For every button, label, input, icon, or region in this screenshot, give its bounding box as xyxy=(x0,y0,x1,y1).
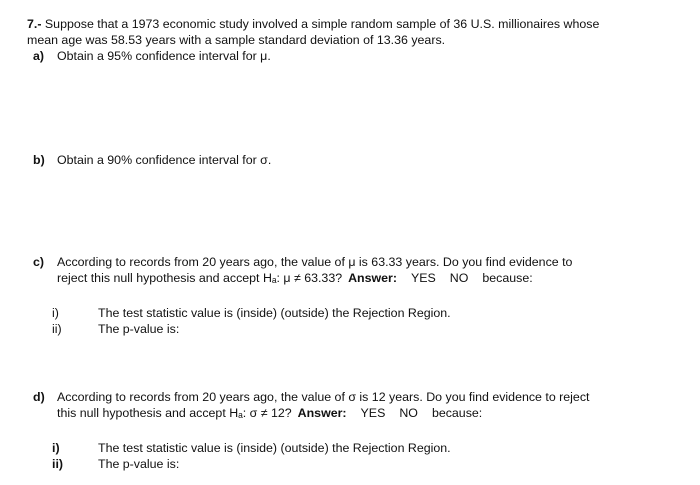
part-c-line-1 xyxy=(33,254,673,270)
part-c-yes-option: YES xyxy=(411,271,436,285)
part-d-line-2 xyxy=(33,405,673,421)
part-c-item-i-text: The test statistic value is (inside) (outside) the Rejection Region. xyxy=(98,306,451,320)
part-d-item-ii xyxy=(52,456,652,472)
part-c-item-i xyxy=(52,305,652,321)
part-a-text: Obtain a 95% confidence interval for μ. xyxy=(57,49,271,63)
part-c-no-option: NO xyxy=(449,271,469,285)
part-c-text-2: reject this null hypothesis and accept Hₐ: μ ≠ 63.33? xyxy=(57,271,343,285)
part-d-item-i-label: i) xyxy=(52,441,60,455)
part-a-label: a) xyxy=(33,49,45,63)
part-d-item-ii-label: ii) xyxy=(52,457,64,471)
problem-number: 7.- xyxy=(27,17,42,31)
part-d-item-ii-text: The p-value is: xyxy=(98,457,180,471)
intro-line-1 xyxy=(27,16,677,32)
part-c-item-i-label: i) xyxy=(52,306,59,320)
part-c-line-2 xyxy=(33,270,673,286)
part-b-label: b) xyxy=(33,153,45,167)
part-d-subitems xyxy=(52,440,652,472)
part-d-text-1: According to records from 20 years ago, the value of σ is 12 years. Do you find evidence to reject xyxy=(57,390,590,404)
intro-text-2: mean age was 58.53 years with a sample standard deviation of 13.36 years. xyxy=(27,33,446,47)
part-b-text: Obtain a 90% confidence interval for σ. xyxy=(57,153,272,167)
part-c-answer-label: Answer: xyxy=(348,271,397,285)
part-a xyxy=(33,48,673,64)
part-c xyxy=(33,254,673,286)
part-c-item-ii-label: ii) xyxy=(52,322,62,336)
part-d-item-i xyxy=(52,440,652,456)
part-d xyxy=(33,389,673,421)
part-c-because: because: xyxy=(482,271,533,285)
part-d-because: because: xyxy=(431,406,483,420)
part-c-text-1: According to records from 20 years ago, the value of μ is 63.33 years. Do you find evidence to xyxy=(57,255,573,269)
part-d-line-1 xyxy=(33,389,673,405)
part-d-item-i-text: The test statistic value is (inside) (outside) the Rejection Region. xyxy=(98,441,451,455)
problem-intro xyxy=(27,16,677,48)
part-c-subitems xyxy=(52,305,652,337)
part-c-item-ii xyxy=(52,321,652,337)
part-d-label: d) xyxy=(33,390,45,404)
part-b xyxy=(33,152,673,168)
part-c-item-ii-text: The p-value is: xyxy=(98,322,180,336)
part-c-label: c) xyxy=(33,255,45,269)
part-d-answer-label: Answer: xyxy=(297,406,347,420)
intro-text-1: Suppose that a 1973 economic study involved a simple random sample of 36 U.S. millionaires whose xyxy=(44,17,600,31)
part-d-text-2: this null hypothesis and accept Hₐ: σ ≠ 12? xyxy=(57,406,292,420)
part-d-no-option: NO xyxy=(399,406,418,420)
part-d-yes-option: YES xyxy=(360,406,386,420)
